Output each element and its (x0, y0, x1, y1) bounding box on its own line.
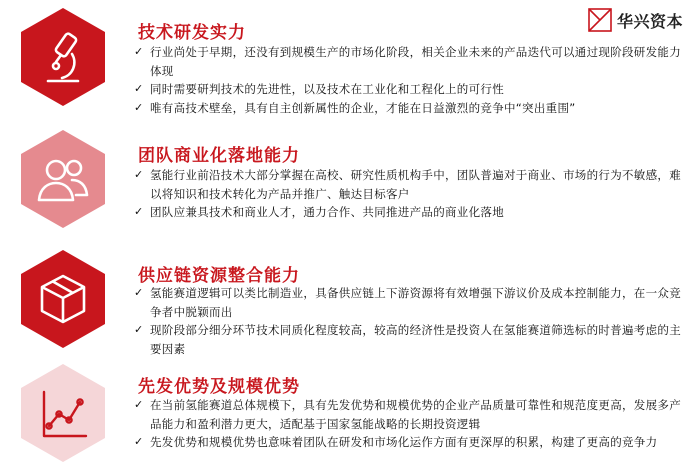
hexagon-badge (12, 362, 114, 464)
bullet-text: 在当前氢能赛道总体规模下，具有先发优势和规模优势的企业产品质量可靠性和规范度更高，发展多产品能力和盈利潜力更大，适配基于国家氢能战略的长期投资逻辑 (150, 398, 681, 431)
section-title: 团队商业化落地能力 (138, 146, 300, 166)
list-item (129, 43, 687, 80)
section-title: 技术研发实力 (138, 23, 246, 43)
bullet-text: 行业尚处于早期，还没有到规模生产的市场化阶段，相关企业未来的产品迭代可以通过现阶段研发能力体现 (150, 45, 681, 78)
checkmark-icon: ✓ (134, 286, 144, 299)
checkmark-icon: ✓ (134, 398, 144, 411)
hexagon-badge (12, 248, 114, 350)
list-item (129, 203, 687, 222)
brand-logo-icon (588, 8, 612, 32)
checkmark-icon: ✓ (134, 323, 144, 336)
checkmark-icon: ✓ (134, 168, 144, 181)
list-item (129, 284, 687, 321)
hexagon-badge (12, 6, 114, 108)
list-item (129, 433, 687, 452)
list-item (129, 80, 687, 99)
bullet-list (129, 166, 687, 222)
bullet-list (129, 396, 687, 452)
list-item (129, 321, 687, 358)
list-item (129, 166, 687, 203)
bullet-text: 氢能行业前沿技术大部分掌握在高校、研究性质机构手中，团队普遍对于商业、市场的行为不敏感，难以将知识和技术转化为产品并推广、触达目标客户 (150, 168, 681, 201)
bullet-text: 氢能赛道逻辑可以类比制造业，具备供应链上下游资源将有效增强下游议价及成本控制能力，在一众竞争者中脱颖而出 (150, 286, 681, 319)
bullet-text: 同时需要研判技术的先进性，以及技术在工业化和工程化上的可行性 (150, 82, 504, 96)
list-item (129, 99, 687, 118)
bullet-list (129, 43, 687, 117)
checkmark-icon: ✓ (134, 82, 144, 95)
bullet-text: 团队应兼具技术和商业人才，通力合作、共同推进产品的商业化落地 (150, 205, 504, 219)
hexagon-badge (12, 128, 114, 230)
brand-name: 华兴资本 (617, 11, 684, 31)
checkmark-icon: ✓ (134, 45, 144, 58)
bullet-text: 唯有高技术壁垒，具有自主创新属性的企业，才能在日益激烈的竞争中“突出重围” (150, 100, 576, 115)
bullet-text: 现阶段部分细分环节技术同质化程度较高，较高的经济性是投资人在氢能赛道筛选标的时普遍考虑的主要因素 (150, 323, 681, 356)
bullet-text: 先发优势和规模优势也意味着团队在研发和市场化运作方面有更深厚的积累，构建了更高的竞争力 (150, 435, 658, 449)
checkmark-icon: ✓ (134, 435, 144, 448)
brand-logo (588, 7, 694, 33)
list-item (129, 396, 687, 433)
bullet-list (129, 284, 687, 358)
checkmark-icon: ✓ (134, 205, 144, 218)
checkmark-icon: ✓ (134, 100, 144, 114)
section-title: 供应链资源整合能力 (138, 266, 300, 286)
section-title: 先发优势及规模优势 (138, 377, 300, 397)
